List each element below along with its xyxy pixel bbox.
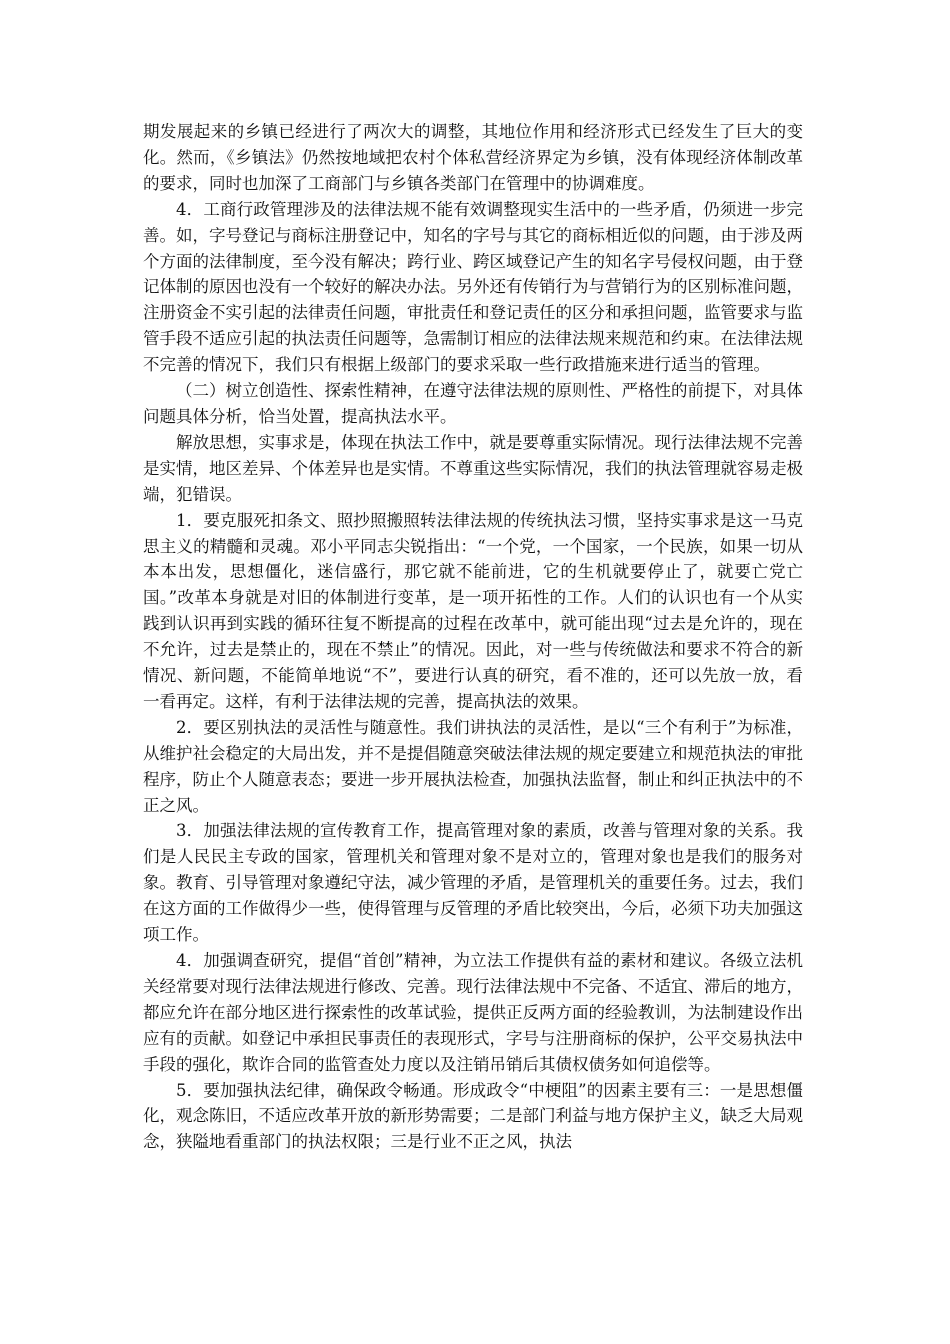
paragraph-1: 期发展起来的乡镇已经进行了两次大的调整，其地位作用和经济形式已经发生了巨大的变化。然而，《乡镇法》仍然按地域把农村个体私营经济界定为乡镇，没有体现经济体制改革的要求，同时也加深了工商部门与乡镇各类部门在管理中的协调难度。 <box>143 122 803 193</box>
paragraph-3: （二）树立创造性、探索性精神，在遵守法律法规的原则性、严格性的前提下，对具体问题具体分析，恰当处置，提高执法水平。 <box>143 381 803 426</box>
document-page <box>143 119 803 1155</box>
paragraph-6: 2．要区别执法的灵活性与随意性。我们讲执法的灵活性，是以“三个有利于”为标准，从维护社会稳定的大局出发，并不是提倡随意突破法律法规的规定要建立和规范执法的审批程序，防止个人随意表态；要进一步开展执法检查，加强执法监督，制止和纠正执法中的不正之风。 <box>143 717 803 815</box>
paragraph-4: 解放思想，实事求是，体现在执法工作中，就是要尊重实际情况。现行法律法规不完善是实情，地区差异、个体差异也是实情。不尊重这些实际情况，我们的执法管理就容易走极端，犯错误。 <box>143 432 803 504</box>
paragraph-2: 4．工商行政管理涉及的法律法规不能有效调整现实生活中的一些矛盾，仍须进一步完善。如，字号登记与商标注册登记中，知名的字号与其它的商标相近似的问题，由于涉及两个方面的法律制度，至今没有解决；跨行业、跨区域登记产生的知名字号侵权问题，由于登记体制的原因也没有一个较好的解决办法。另外还有传销行为与营销行为的区别标准问题，注册资金不实引起的法律责任问题，审批责任和登记责任的区分和承担问题，监管要求与监管手段不适应引起的执法责任问题等，急需制订相应的法律法规来规范和约束。在法律法规不完善的情况下，我们只有根据上级部门的要求采取一些行政措施来进行适当的管理。 <box>143 199 803 375</box>
paragraph-5: 1．要克服死扣条文、照抄照搬照转法律法规的传统执法习惯，坚持实事求是这一马克思主义的精髓和灵魂。邓小平同志尖锐指出：“一个党，一个国家，一个民族，如果一切从本本出发，思想僵化，迷信盛行，那它就不能前进，它的生机就要停止了，就要亡党亡国。”改革本身就是对旧的体制进行变革，是一项开拓性的工作。人们的认识也有一个从实践到认识再到实践的循环往复不断提高的过程在改革中，就可能出现“过去是允许的，现在不允许，过去是禁止的，现在不禁止”的情况。因此，对一些与传统做法和要求不符合的新情况、新问题，不能简单地说“不”，要进行认真的研究，看不准的，还可以先放一放，看一看再定。这样，有利于法律法规的完善，提高执法的效果。 <box>143 510 803 711</box>
paragraph-7: 3．加强法律法规的宣传教育工作，提高管理对象的素质，改善与管理对象的关系。我们是人民民主专政的国家，管理机关和管理对象不是对立的，管理对象也是我们的服务对象。教育、引导管理对象遵纪守法，减少管理的矛盾，是管理机关的重要任务。过去，我们在这方面的工作做得少一些，使得管理与反管理的矛盾比较突出，今后，必须下功夫加强这项工作。 <box>143 821 803 945</box>
paragraph-9: 5．要加强执法纪律，确保政令畅通。形成政令“中梗阻”的因素主要有三：一是思想僵化，观念陈旧，不适应改革开放的新形势需要；二是部门利益与地方保护主义，缺乏大局观念，狭隘地看重部门的执法权限；三是行业不正之风，执法 <box>143 1080 803 1152</box>
paragraph-8: 4．加强调查研究，提倡“首创”精神，为立法工作提供有益的素材和建议。各级立法机关经常要对现行法律法规进行修改、完善。现行法律法规中不完备、不适宜、滞后的地方，都应允许在部分地区进行探索性的改革试验，提供正反两方面的经验教训，为法制建设作出应有的贡献。如登记中承担民事责任的表现形式，字号与注册商标的保护，公平交易执法中手段的强化，欺诈合同的监管查处力度以及注销吊销后其债权债务如何追偿等。 <box>143 951 803 1074</box>
